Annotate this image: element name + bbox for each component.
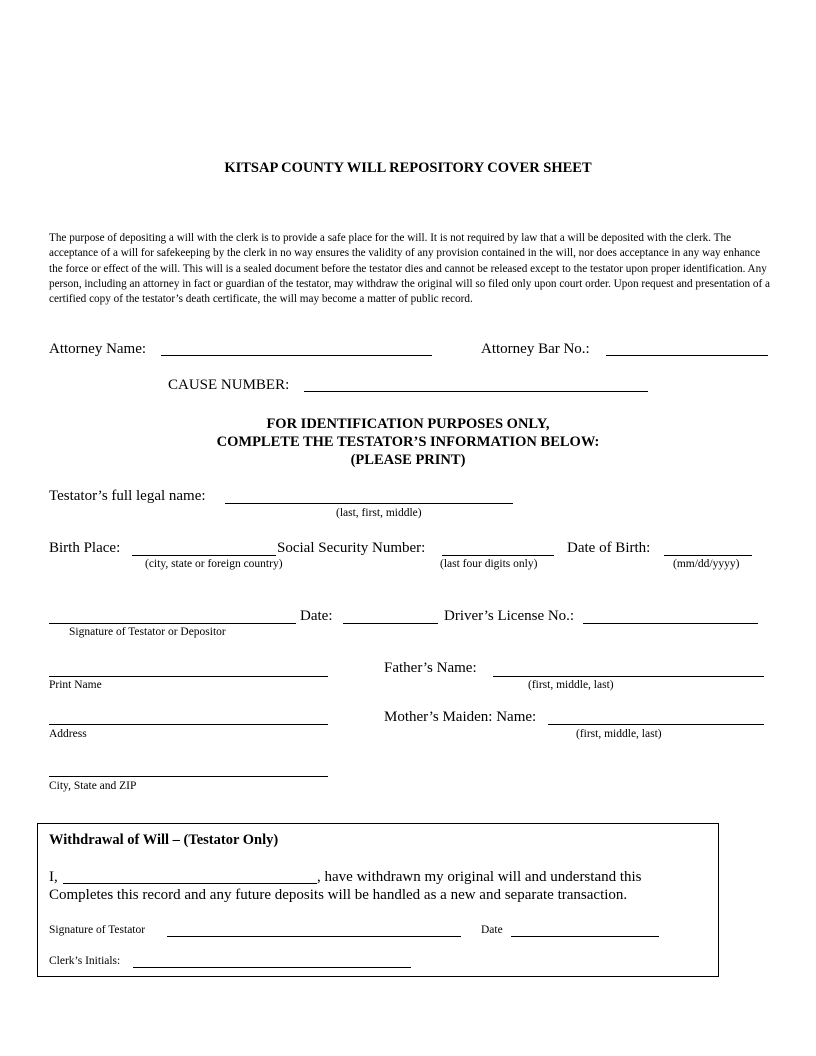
father-name-field[interactable] <box>493 676 764 677</box>
testator-name-field[interactable] <box>225 503 513 504</box>
ssn-field[interactable] <box>442 555 554 556</box>
identification-line-2: COMPLETE THE TESTATOR’S INFORMATION BELOW: <box>216 434 600 450</box>
birth-place-label: Birth Place: <box>49 540 121 556</box>
clerk-initials-field[interactable] <box>133 967 411 968</box>
page-title: KITSAP COUNTY WILL REPOSITORY COVER SHEET <box>224 160 592 176</box>
withdrawal-statement-2: Completes this record and any future deposits will be handled as a new and separate transaction. <box>49 887 628 903</box>
clerk-initials-label: Clerk’s Initials: <box>49 955 121 967</box>
mother-name-hint: (first, middle, last) <box>576 728 662 740</box>
dob-hint: (mm/dd/yyyy) <box>673 558 740 570</box>
address-caption: Address <box>49 728 87 740</box>
signature-date-field[interactable] <box>343 623 438 624</box>
withdrawal-signature-label: Signature of Testator <box>49 924 146 936</box>
attorney-bar-label: Attorney Bar No.: <box>481 341 590 357</box>
dob-field[interactable] <box>664 555 752 556</box>
withdrawal-heading: Withdrawal of Will – (Testator Only) <box>49 832 279 848</box>
withdrawal-date-field[interactable] <box>511 936 659 937</box>
testator-signature-field[interactable] <box>49 623 296 624</box>
withdrawal-statement-1: , have withdrawn my original will and understand this <box>317 869 642 885</box>
drivers-license-label: Driver’s License No.: <box>444 608 575 624</box>
print-name-caption: Print Name <box>49 679 102 691</box>
ssn-hint: (last four digits only) <box>440 558 538 570</box>
print-name-field[interactable] <box>49 676 328 677</box>
signature-date-label: Date: <box>300 608 333 624</box>
father-name-hint: (first, middle, last) <box>528 679 614 691</box>
birth-place-field[interactable] <box>132 555 276 556</box>
father-name-label: Father’s Name: <box>384 660 477 676</box>
testator-name-label: Testator’s full legal name: <box>49 488 206 504</box>
withdrawal-name-field[interactable] <box>63 883 317 884</box>
purpose-paragraph: The purpose of depositing a will with the clerk is to provide a safe place for the will. It is not required by law that a will be deposited with the clerk. The acceptance of a will for safekeeping by the clerk in no way ensures the validity of any provision contained in the will, nor does acceptance in any way enhance the force or effect of the will. This will is a sealed document before the testator dies and cannot be released except to the testator upon proper identification. Any person, including an attorney in fact or guardian of the testator, may withdraw the original will so filed only upon court order. Upon request and presentation of a certified copy of the testator’s death certificate, the will may become a matter of public record. <box>49 232 770 306</box>
identification-heading <box>0 415 816 469</box>
testator-name-hint: (last, first, middle) <box>336 507 422 519</box>
cause-number-label: CAUSE NUMBER: <box>168 377 290 393</box>
city-state-zip-field[interactable] <box>49 776 328 777</box>
attorney-name-label: Attorney Name: <box>49 341 147 357</box>
cause-number-field[interactable] <box>304 391 648 392</box>
address-field[interactable] <box>49 724 328 725</box>
signature-caption: Signature of Testator or Depositor <box>69 626 226 638</box>
mother-name-label: Mother’s Maiden: Name: <box>384 709 537 725</box>
withdrawal-date-label: Date <box>481 924 503 936</box>
city-state-zip-caption: City, State and ZIP <box>49 780 137 792</box>
identification-line-3: (PLEASE PRINT) <box>350 452 466 468</box>
drivers-license-field[interactable] <box>583 623 758 624</box>
ssn-label: Social Security Number: <box>277 540 426 556</box>
withdrawal-signature-field[interactable] <box>167 936 461 937</box>
attorney-name-field[interactable] <box>161 355 432 356</box>
dob-label: Date of Birth: <box>567 540 651 556</box>
attorney-bar-field[interactable] <box>606 355 768 356</box>
identification-line-1: FOR IDENTIFICATION PURPOSES ONLY, <box>266 416 550 432</box>
withdrawal-i-prefix: I, <box>49 869 58 885</box>
mother-name-field[interactable] <box>548 724 764 725</box>
birth-place-hint: (city, state or foreign country) <box>145 558 283 570</box>
